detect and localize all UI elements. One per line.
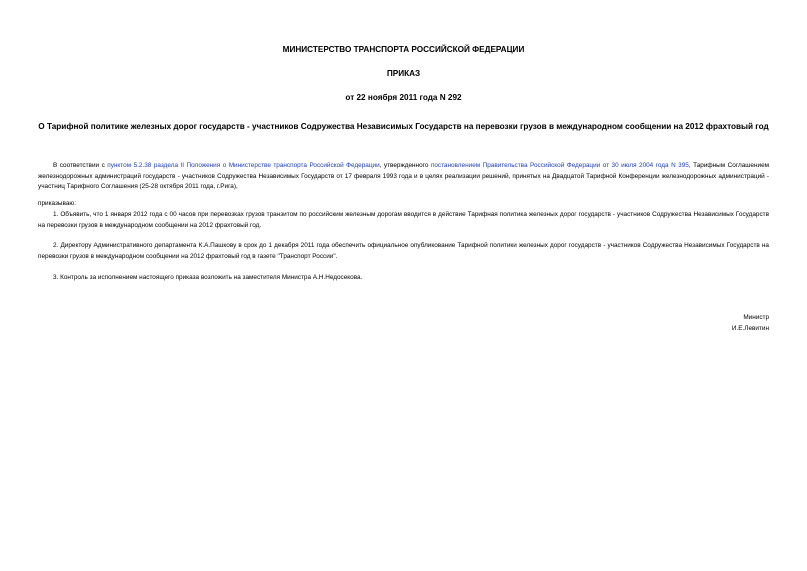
signature-position: Министр	[743, 314, 769, 321]
order-item-2: 2. Директору Административного департамента К.А.Пашкову в срок до 1 декабря 2011 года обеспечить официальное опубликование Тарифной политики железных дорог государств - участников Содружества Независимых Государств на перевозки грузов в международном сообщении на 2012 фрахтовый год в газете "Транспорт России".	[38, 242, 769, 260]
intro-text-1: В соответствии с	[53, 162, 108, 169]
intro-text-3: , Тарифным Соглашением железнодорожных администраций государств - участников Содружества Независимых Государств от 17 февраля 1993 года и в целях реализации решений, принятых на Двадцатой Тарифной Конференции железнодорожных администраций - участниц Тарифного Соглашения (25-28 октября 2011 года, г.Рига),	[38, 162, 770, 190]
order-item-1: 1. Объявить, что 1 января 2012 года с 00 часов при перевозках грузов транзитом по российским железным дорогам вводится в действие Тарифная политика железных дорог государств - участников Содружества Независимых Государств на перевозки грузов в международном сообщении на 2012 фрахтовый год.	[38, 211, 769, 229]
order-item-3: 3. Контроль за исполнением настоящего приказа возложить на заместителя Министра А.Н.Недосекова.	[53, 274, 363, 281]
signature-name: И.Е.Левитин	[731, 325, 769, 332]
link-regulation-ministry[interactable]: пунктом 5.2.38 раздела II Положения о Министерстве транспорта Российской Федерации	[107, 162, 380, 169]
document-title: О Тарифной политике железных дорог государств - участников Содружества Независимых Государств на перевозки грузов в международном сообщении на 2012 фрахтовый год	[38, 122, 769, 131]
orders-label: приказываю:	[38, 200, 76, 207]
ministry-name: МИНИСТЕРСТВО ТРАНСПОРТА РОССИЙСКОЙ ФЕДЕРАЦИИ	[282, 45, 525, 54]
link-government-decree[interactable]: постановлением Правительства Российской Федерации от 30 июля 2004 года N 395	[430, 162, 689, 169]
document-type: ПРИКАЗ	[386, 69, 421, 78]
document-date-number: от 22 ноября 2011 года N 292	[345, 93, 462, 102]
intro-text-2: , утвержденного	[379, 162, 431, 169]
intro-paragraph	[38, 161, 769, 193]
document-page	[38, 0, 769, 571]
